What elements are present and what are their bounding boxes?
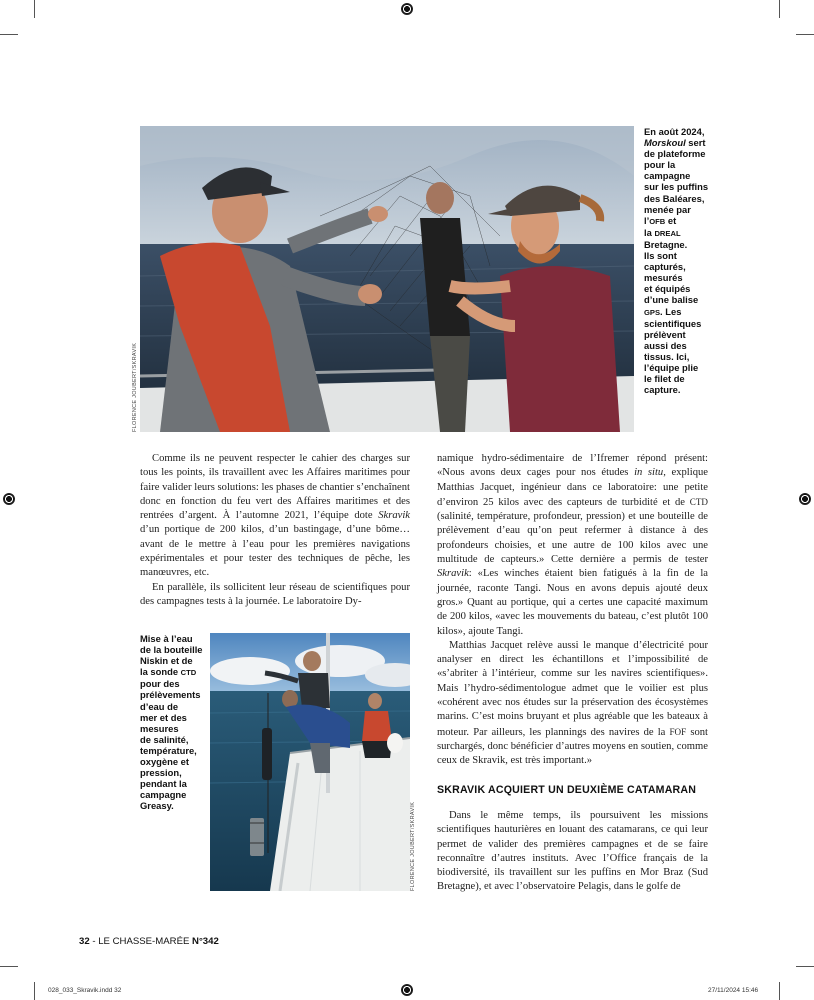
caption-line: mer et des [140,711,187,723]
caption-line: Mise à l’eau [140,633,193,644]
caption-acronym: OFB [649,216,666,226]
photo-caption [140,633,208,812]
registration-mark [799,493,811,505]
acronym: CTD [689,496,708,507]
crop-mark [796,34,814,35]
caption-line [644,137,724,148]
magazine-name: - LE CHASSE-MARÉE [89,936,193,947]
crop-mark [796,966,814,967]
paragraph-text: : «Les winches étaient bien fatigués à la fin de la journée, raconte Tangi. Nous en avons depuis ajouté deux gros.» Quant au portique, qui a certes une capacité maximum de 200 kilos, «avec les mouvements du bateau, c’est plutôt 100 kilos», ajoute Tangi. [437,568,708,637]
caption-line: Bretagne. [644,238,688,250]
caption-line [644,215,724,227]
caption-acronym: CTD [180,668,197,678]
article-column-right [437,452,708,769]
boat-name: Morskoul [644,137,686,149]
page-folio [79,936,219,947]
caption-line: oxygène et [140,756,189,768]
article-paragraph: En parallèle, ils sollicitent leur réseau de scientifiques pour des campagnes tests à la journée. Le laboratoire Dy- [140,581,410,607]
paragraph-text: , explique Matthias Jacquet, ingénieur dans ce laboratoire: une petite d’environ 25 kilos avec des capteurs de turbidité et de [437,467,708,508]
italic-term: in situ [634,467,664,479]
caption-line: tissus. Ici, [644,350,690,362]
caption-line: prélèvements [140,689,201,701]
caption-line: de plateforme [644,148,706,160]
caption-line: le filet de [644,373,685,385]
caption-line: pour des [140,678,180,690]
caption-line: pour la [644,159,676,171]
photo-niskin-illustration [210,633,410,891]
slug-timestamp: 27/11/2024 15:46 [708,987,759,994]
caption-text: . Les [660,305,682,317]
article-paragraph [437,452,708,639]
caption-line: de la bouteille [140,644,203,656]
caption-text: la sonde [140,666,181,678]
photo-net-folding-illustration [140,126,634,432]
caption-text: et [665,214,677,226]
caption-line: Greasy. [140,800,174,812]
caption-line: prélèvent [644,328,686,340]
article-column-left [140,452,410,609]
crop-mark [34,982,35,1000]
caption-line: température, [140,744,197,756]
caption-line: et équipés [644,283,691,295]
article-paragraph [140,452,410,581]
crop-mark [779,0,780,18]
paragraph-text: Matthias Jacquet relève aussi le manque d’électricité pour analyser en direct les échantillons et l’impossibilité de «s’abriter à l’intérieur, comme sur les navires scientifiques». Mais l’hydro-sédimentologue admet que le voilier est plus «cohérent avec nos études sur la préservation des écosystèmes marins. C’est moins bruyant et plus agréable que les bateaux à moteur. Par ailleurs, les plannings des navires de la [437,639,708,738]
caption-line: aussi des [644,339,687,351]
registration-mark [401,984,413,996]
caption-line [644,306,724,318]
caption-line: scientifiques [644,317,702,329]
caption-acronym: GPS [644,307,661,317]
caption-line: capture. [644,384,681,396]
caption-text: la [644,226,655,238]
caption-line: des Baléares, [644,192,705,204]
photo-credit: FLORENCE JOUBERT/SKRAVIK [410,801,416,891]
caption-line: pression, [140,767,182,779]
caption-line: pendant la [140,778,187,790]
article-paragraph: Dans le même temps, ils poursuivent les missions scientifiques hauturières en louant des catamarans, ce qui leur permet de valider des premières campagnes et de se faire reconnaître d’autres instituts. Avec l’Office français de la biodiversité, ils travaillent sur les puffins en Mor Braz (Sud Bretagne), et avec l’observatoire Pelagis, dans le golfe de [437,810,708,893]
caption-acronym: DREAL [654,228,681,238]
caption-line [644,227,724,239]
photo-niskin-deployment [210,633,410,891]
caption-line: d’eau de [140,700,179,712]
article-column-right-continued [437,809,708,895]
section-heading: SKRAVIK ACQUIERT UN DEUXIÈME CATAMARAN [437,784,697,796]
caption-text: sert [685,137,706,149]
photo-caption [644,126,724,395]
acronym: FOF [669,726,687,737]
photo-net-folding [140,126,634,432]
paragraph-text: d’un portique de 200 kilos, d’un bastingage, d’une bôme… avant de le mettre à l’eau pour les premières navigations expérimentales et pour tester des techniques de pêche, les manœuvres, etc. [140,524,410,579]
crop-mark [0,966,18,967]
caption-line: d’une balise [644,294,699,306]
caption-line: sur les puffins [644,181,709,193]
paragraph-text: Comme ils ne peuvent respecter le cahier des charges sur tous les points, ils travaillent avec les Affaires maritimes pour faire valider leurs solutions: les phases de chantier s’enchaînent donc en fonction du feu vert des Affaires maritimes et des rentrées d’argent. À l’automne 2021, l’équipe dote [140,453,410,522]
registration-mark [401,3,413,15]
paragraph-text: namique hydro-sédimentaire de l’Ifremer répond présent: «Nous avons deux cages pour nos études [437,453,708,479]
caption-line: de salinité, [140,733,189,745]
crop-mark [779,982,780,1000]
boat-name: Skravik [378,510,410,522]
paragraph-text: sont surchargés, donc bénéficier d’autres moyens en soutien, comme ceux de Skravik, est très important.» [437,726,708,767]
caption-line: menée par [644,203,691,215]
caption-line: campagne [140,789,187,801]
caption-line: capturés, [644,261,686,273]
caption-line: mesures [140,722,179,734]
caption-line: Ils sont [644,250,677,262]
caption-text: l’ [644,214,650,226]
caption-line: Niskin et de [140,655,193,667]
registration-mark [3,493,15,505]
page-number: 32 [79,936,90,947]
caption-line: mesurés [644,272,683,284]
crop-mark [0,34,18,35]
crop-mark [34,0,35,18]
paragraph-text: (salinité, température, profondeur, pression) et une bouteille de prélèvement d’eau qu’on peut refermer à distance à des profondeurs choisies, et une autre de 100 kilos avec une multitude de capteurs.» Cette dernière a permis de tester [437,511,708,566]
issue-number: N°342 [192,936,219,947]
caption-line: campagne [644,170,691,182]
article-paragraph [437,639,708,769]
photo-credit: FLORENCE JOUBERT/SKRAVIK [132,342,138,432]
slug-filename: 028_033_Skravik.indd 32 [48,987,122,994]
caption-line: En août 2024, [644,126,705,137]
boat-name: Skravik [437,568,469,580]
caption-line [140,666,208,678]
caption-line: l’équipe plie [644,361,699,373]
